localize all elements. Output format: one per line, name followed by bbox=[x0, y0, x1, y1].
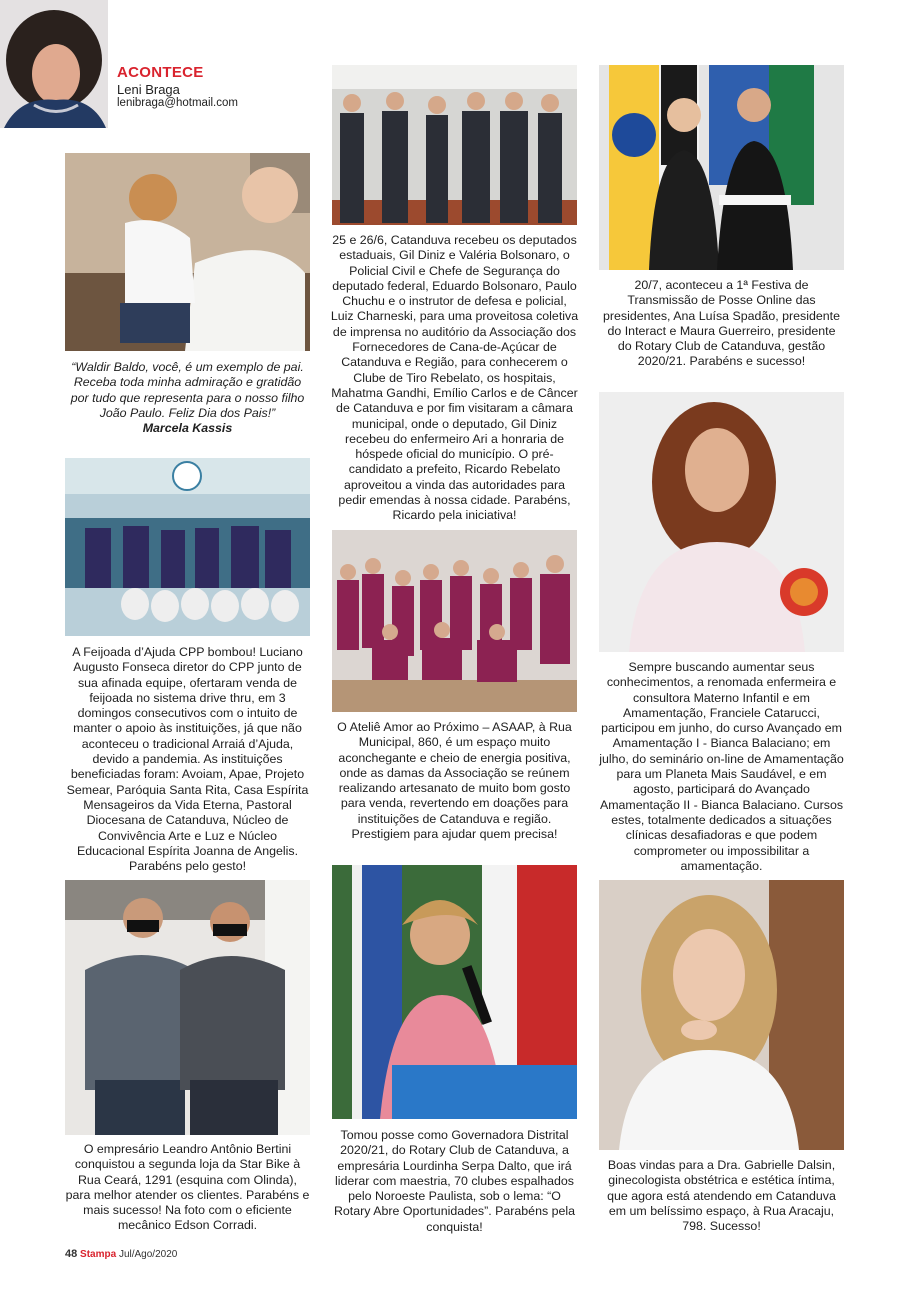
magazine-brand: Stampa bbox=[80, 1249, 117, 1260]
caption-father-signature: Marcela Kassis bbox=[142, 421, 233, 436]
page-footer bbox=[65, 1248, 177, 1260]
photo-two-women-flags bbox=[599, 65, 844, 270]
photo-governor-speech bbox=[332, 865, 577, 1119]
caption-governadora: Tomou posse como Governadora Distrital 2020/21, do Rotary Club de Catanduva, a empresária Lourdinha Serpa Dalto, que irá liderar com maestria, 70 clubes espalhados pelo Noroeste Paulista, sob o lema: “O Rotary Abre Oportunidades”. Parabéns pela conquista! bbox=[333, 1128, 576, 1234]
page-number: 48 bbox=[65, 1248, 78, 1260]
photo-nurse-portrait-icon bbox=[599, 392, 844, 652]
author-portrait-icon bbox=[0, 0, 108, 128]
photo-asaap-ladies-icon bbox=[332, 530, 577, 712]
caption-festiva: 20/7, aconteceu a 1ª Festiva de Transmissão de Posse Online das presidentes, Ana Luísa Spadão, presidente do Interact e Maura Guerreiro, presidente do Rotary Club de Catanduva, gestão 2020/21. Parabéns e sucesso! bbox=[603, 278, 840, 369]
caption-father-quote: “Waldir Baldo, você, é um exemplo de pai. Receba toda minha admiração e gratidão por tudo que representa para o nosso filho João Paulo. Feliz Dia dos Pais!” bbox=[70, 360, 305, 420]
photo-nurse-portrait bbox=[599, 392, 844, 652]
photo-cpp-team bbox=[65, 458, 310, 636]
photo-doctor-portrait-icon bbox=[599, 880, 844, 1150]
photo-group-deputies-icon bbox=[332, 65, 577, 225]
caption-feijoada: A Feijoada d’Ajuda CPP bombou! Luciano Augusto Fonseca diretor do CPP junto de sua afinada equipe, ofertaram venda de feijoada no sistema drive thru, em 3 domingos consecutivos com o intuito de manter o apoio às instituições, já que não aconteceu o tradicional Arraiá d’Ajuda, devido a pandemia. As instituições beneficiadas foram: Avoiam, Apae, Projeto Semear, Paróquia Santa Rita, Casa Espírita Mensageiros da Vida Eterna, Pastoral Diocesana de Catanduva, Núcleo de Convivência Arte e Luz e Núcleo Educacional Espírita Joanna de Angelis. Parabéns pelo gesto! bbox=[66, 645, 309, 874]
caption-deputados: 25 e 26/6, Catanduva recebeu os deputados estaduais, Gil Diniz e Valéria Bolsonaro, o Policial Civil e Chefe de Segurança do deputado federal, Eduardo Bolsonaro, Paulo Chuchu e o instrutor de defesa e policial, Luiz Charneski, para uma proveitosa coletiva de imprensa no auditório da Associação dos Fornecedores de Cana-de-Açúcar de Catanduva e Região, para conhecerem o Clube de Tiro Rebelato, os hospitais, Mahatma Gandhi, Emílio Carlos e de Câncer de Catanduva e por fim visitaram a câmara municipal, onde o deputado, Gil Diniz recebeu do enfermeiro Ari a honraria de hóspede oficial do município. O pré-candidato a prefeito, Ricardo Rebelato aproveitou a vinda das autoridades para pedir emendas à nossa cidade. Parabéns, Ricardo pela iniciativa! bbox=[330, 233, 579, 523]
photo-group-deputies bbox=[332, 65, 577, 225]
caption-father bbox=[65, 360, 310, 436]
caption-enfermeira: Sempre buscando aumentar seus conhecimentos, a renomada enfermeira e consultora Materno Infantil e em Amamentação, Franciele Catarucci, participou em junho, do curso Avançado em Amamentação I - Bianca Balaciano; em julho, do seminário on-line de Amamentação para um Planeta Mais Saudável, e em agosto, participará do Avançado Amamentação II - Bianca Balaciano. Cursos estes, totalmente dedicados a situações clínicas desafiadoras e que podem comprometer ou impossibilitar a amamentação. bbox=[599, 660, 844, 873]
column-section-title: ACONTECE bbox=[117, 64, 204, 81]
caption-atelie: O Ateliê Amor ao Próximo – ASAAP, à Rua Municipal, 860, é um espaço muito aconchegante e cheio de energia positiva, onde as damas da Associação se reúnem realizando artesanato de muito bom gosto para venda, revertendo em doações para instituições de Catanduva e região. Prestigiem para ajudar quem precisa! bbox=[337, 720, 572, 842]
photo-asaap-ladies bbox=[332, 530, 577, 712]
photo-two-women-flags-icon bbox=[599, 65, 844, 270]
column-email[interactable]: lenibraga@hotmail.com bbox=[117, 97, 238, 109]
edition-date: Jul/Ago/2020 bbox=[118, 1249, 178, 1260]
photo-doctor-portrait bbox=[599, 880, 844, 1150]
caption-ginecologista: Boas vindas para a Dra. Gabrielle Dalsin, ginecologista obstétrica e estética íntima, que agora está atendendo em Catanduva em um belíssimo espaço, à Rua Aracaju, 798. Sucesso! bbox=[607, 1158, 836, 1234]
author-portrait bbox=[0, 0, 108, 128]
photo-governor-speech-icon bbox=[332, 865, 577, 1119]
photo-two-men-shop-icon bbox=[65, 880, 310, 1135]
photo-two-men-shop bbox=[65, 880, 310, 1135]
photo-cpp-team-icon bbox=[65, 458, 310, 636]
column-author: Leni Braga bbox=[117, 82, 180, 97]
photo-father-son-icon bbox=[65, 153, 310, 351]
photo-father-son bbox=[65, 153, 310, 351]
caption-starbike: O empresário Leandro Antônio Bertini conquistou a segunda loja da Star Bike à Rua Ceará, 1291 (esquina com Olinda), para melhor atender os clientes. Parabéns e mais sucesso! Na foto com o eficiente mecânico Edson Corradi. bbox=[65, 1142, 310, 1233]
